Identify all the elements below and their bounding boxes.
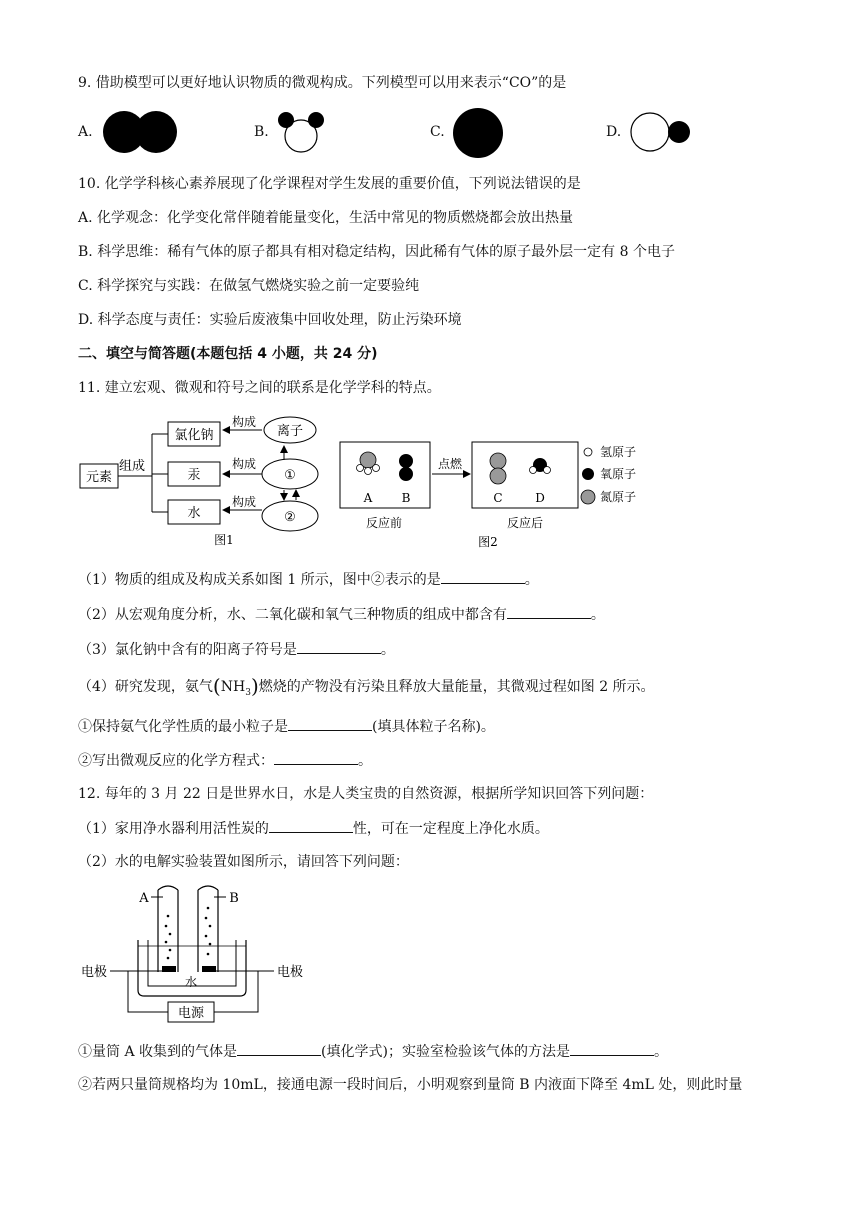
- q11-part-1: （1）物质的组成及构成关系如图 1 所示，图中②表示的是 。: [78, 569, 539, 590]
- fig1-composed-label: 组成: [118, 459, 146, 474]
- fig1-caption: 图1: [214, 533, 234, 547]
- fig2-ignite-label: 点燃: [437, 457, 463, 471]
- q9-option-a-label: A.: [78, 124, 93, 140]
- fig1-ion-label: 离子: [276, 424, 304, 439]
- tube-a-label: A: [139, 891, 149, 906]
- fig2-legend-o: 氧原子: [600, 467, 637, 481]
- fig1-circle-2: ②: [284, 510, 296, 525]
- q9-option-b-model: [274, 107, 330, 157]
- fig1-constitute-3: 构成: [231, 495, 257, 509]
- q11-sub-1: ①保持氨气化学性质的最小粒子是 (填具体粒子名称)。: [78, 716, 495, 737]
- answer-blank[interactable]: [237, 1041, 321, 1056]
- fig1-water-label: 水: [187, 506, 201, 521]
- q12-stem: 12. 每年的 3 月 22 日是世界水日，水是人类宝贵的自然资源，根据所学知识回答下列问题：: [78, 786, 654, 802]
- answer-blank[interactable]: [288, 716, 372, 731]
- fig1-constitute-2: 构成: [231, 457, 257, 471]
- q12-sub-2: ②若两只量筒规格均为 10mL，接通电源一段时间后，小明观察到量筒 B 内液面下降至 4mL 处，则此时量: [78, 1077, 743, 1093]
- fig1-circle-1: ①: [284, 468, 296, 483]
- fig2-after-label: 反应后: [506, 516, 544, 530]
- section-heading: 二、填空与简答题(本题包括 4 小题，共 24 分): [78, 346, 378, 362]
- fig1-element-label: 元素: [85, 470, 113, 485]
- nh3-subscript: 3: [245, 687, 251, 698]
- q11-part-4: （4）研究发现，氨气$(NH_3)$燃烧的产物没有污染且释放大量能量，其微观过程如图 2 所示。: [78, 674, 655, 698]
- answer-blank[interactable]: [269, 818, 353, 833]
- q12-electrolysis-figure: [78, 880, 318, 1030]
- nh3-formula: NH: [220, 679, 246, 695]
- q12-part-2: （2）水的电解实验装置如图所示，请回答下列问题：: [78, 854, 409, 870]
- q9-option-d-label: D.: [606, 124, 622, 140]
- power-label: 电源: [177, 1006, 205, 1021]
- q11-part-2: （2）从宏观角度分析，水、二氧化碳和氧气三种物质的组成中都含有 。: [78, 604, 605, 625]
- fig1-constitute-1: 构成: [231, 415, 257, 429]
- answer-blank[interactable]: [507, 604, 591, 619]
- q10-option-a: A. 化学观念：化学变化常伴随着能量变化，生活中常见的物质燃烧都会放出热量: [78, 210, 574, 226]
- answer-blank[interactable]: [274, 750, 358, 765]
- answer-blank[interactable]: [570, 1041, 654, 1056]
- water-label: 水: [184, 975, 198, 989]
- answer-blank[interactable]: [441, 569, 525, 584]
- electrode-left-label: 电极: [80, 965, 108, 980]
- q10-option-c: C. 科学探究与实践：在做氢气燃烧实验之前一定要验纯: [78, 278, 420, 294]
- q11-stem: 11. 建立宏观、微观和符号之间的联系是化学学科的特点。: [78, 380, 441, 396]
- q10-stem: 10. 化学学科核心素养展现了化学课程对学生发展的重要价值，下列说法错误的是: [78, 176, 581, 192]
- q11-sub-2: ②写出微观反应的化学方程式： 。: [78, 750, 372, 771]
- q10-option-d: D. 科学态度与责任：实验后废液集中回收处理，防止污染环境: [78, 312, 462, 328]
- fig2-label-d: D: [535, 491, 545, 505]
- q11-figure-1: [78, 410, 338, 550]
- fig2-label-c: C: [493, 491, 503, 505]
- electrode-right-label: 电极: [276, 965, 304, 980]
- fig1-hg-label: 汞: [187, 468, 201, 483]
- fig2-label-a: A: [363, 491, 373, 505]
- q9-option-d-model: [628, 110, 694, 154]
- fig2-caption: 图2: [478, 535, 498, 549]
- fig1-nacl-label: 氯化钠: [174, 428, 214, 443]
- tube-b-label: B: [229, 891, 239, 906]
- q9-option-c-model: [450, 106, 506, 160]
- fig2-legend-h: 氢原子: [600, 445, 637, 459]
- q9-option-b-label: B.: [254, 124, 269, 140]
- answer-blank[interactable]: [297, 639, 381, 654]
- q9-stem: 9. 借助模型可以更好地认识物质的微观构成。下列模型可以用来表示“CO”的是: [78, 75, 567, 91]
- q12-part-1: （1）家用净水器利用活性炭的 性，可在一定程度上净化水质。: [78, 818, 549, 839]
- q9-option-a-model: [100, 108, 182, 156]
- q11-figure-2: [338, 434, 658, 550]
- q10-option-b: B. 科学思维：稀有气体的原子都具有相对稳定结构，因此稀有气体的原子最外层一定有 8 个电子: [78, 244, 675, 260]
- fig2-legend-n: 氮原子: [600, 490, 637, 504]
- q9-option-c-label: C.: [430, 124, 445, 140]
- q11-part-3: （3）氯化钠中含有的阳离子符号是 。: [78, 639, 395, 660]
- fig2-before-label: 反应前: [365, 516, 403, 530]
- q12-sub-1: ①量筒 A 收集到的气体是 (填化学式)；实验室检验该气体的方法是 。: [78, 1041, 668, 1062]
- fig2-label-b: B: [401, 491, 411, 505]
